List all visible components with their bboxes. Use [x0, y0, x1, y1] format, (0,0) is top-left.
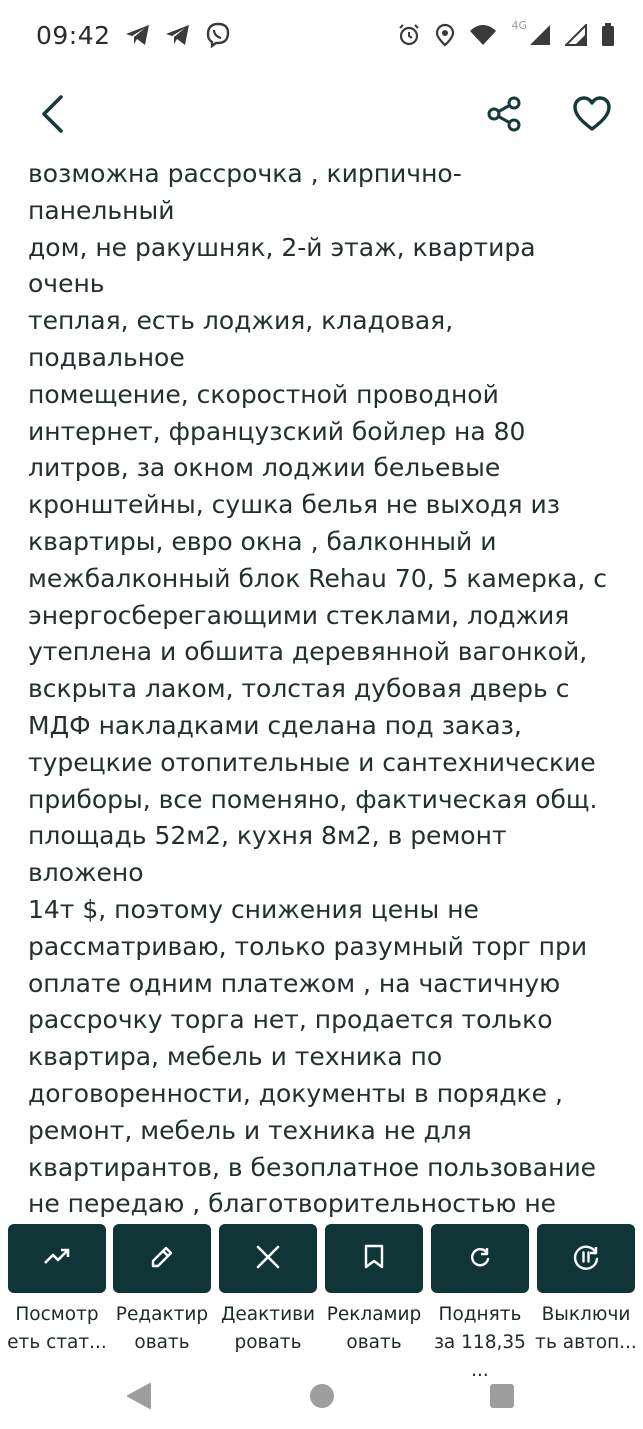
signal-icon [565, 24, 587, 46]
edit-action[interactable] [113, 1224, 211, 1357]
back-button[interactable] [28, 92, 76, 140]
action-bar [0, 1224, 643, 1381]
listing-description: возможна рассрочка , кирпично- панельный дом, не ракушняк, 2-й этаж, квартира очень теплая, есть лоджия, кладовая, подвальное помещение, скоростной проводной интернет, французский бойлер на 80 литров, за окном лоджии бельевые кронштейны, сушка белья не выходя из квартиры, евро окна , балконный и межбалконный блок Rehau 70, 5 камерка, с энергосберегающими стеклами, лоджия утеплена и обшита деревянной вагонкой, вскрыта лаком, толстая дубовая дверь с МДФ накладками сделана под заказ, турецкие отопительные и сантехнические приборы, все поменяно, фактическая общ. площадь 52м2, кухня 8м2, в ремонт вложено 14т $, поэтому снижения цены не рассматриваю, только разумный торг при оплате одним платежом , на частичную рассрочку торга нет, продается только квартира, мебель и техника по договоренности, документы в порядке , ремонт, мебель и техника не для квартирантов, в безоплатное пользование не передаю , благотворительностью не [28, 159, 607, 1219]
battery-icon [601, 23, 615, 47]
promote-label: Рекламир овать [326, 1304, 422, 1353]
signal-icon [529, 24, 551, 46]
deactivate-label: Деактиви ровать [220, 1304, 316, 1353]
bump-button[interactable] [431, 1224, 529, 1293]
status-right [397, 18, 615, 47]
share-icon [485, 95, 523, 137]
auto-renew-label: Выключи ть автоп... [535, 1304, 637, 1353]
system-navigation-bar [0, 1364, 643, 1429]
status-time: 09:42 [36, 20, 111, 50]
close-icon [255, 1244, 281, 1274]
favorite-button[interactable] [566, 92, 618, 140]
back-triangle-icon [126, 1382, 152, 1414]
status-left [36, 21, 231, 50]
promote-action[interactable] [325, 1224, 423, 1357]
chevron-left-icon [39, 94, 65, 138]
nav-home-button[interactable] [302, 1378, 342, 1418]
bump-label: Поднять за 118,35 ... [434, 1304, 526, 1381]
promote-button[interactable] [325, 1224, 423, 1293]
location-icon [435, 23, 455, 47]
trending-up-icon [43, 1247, 71, 1271]
auto-renew-off-icon [572, 1243, 600, 1275]
bump-action[interactable] [431, 1224, 529, 1385]
nav-recents-button[interactable] [482, 1378, 522, 1418]
edit-button[interactable] [113, 1224, 211, 1293]
auto-renew-button[interactable] [537, 1224, 635, 1293]
share-button[interactable] [478, 92, 530, 140]
view-stats-action[interactable] [8, 1224, 106, 1357]
wifi-icon [469, 24, 497, 46]
telegram-icon [125, 24, 151, 46]
description-scroll-area[interactable] [0, 156, 643, 1222]
home-circle-icon [308, 1382, 336, 1414]
recents-square-icon [488, 1382, 516, 1414]
bookmark-icon [363, 1244, 385, 1274]
auto-renew-action[interactable] [537, 1224, 635, 1357]
telegram-icon [165, 24, 191, 46]
heart-icon [572, 96, 612, 136]
network-type-label: 4G [511, 18, 527, 32]
pencil-icon [149, 1244, 175, 1274]
viber-icon [205, 22, 231, 48]
status-bar [0, 0, 643, 70]
nav-back-button[interactable] [119, 1378, 159, 1418]
edit-label: Редактир овать [115, 1304, 209, 1353]
alarm-icon [397, 23, 421, 47]
top-app-bar [0, 78, 643, 156]
view-stats-label: Посмотр еть стат... [7, 1304, 107, 1353]
deactivate-button[interactable] [219, 1224, 317, 1293]
refresh-icon [468, 1245, 492, 1273]
view-stats-button[interactable] [8, 1224, 106, 1293]
deactivate-action[interactable] [219, 1224, 317, 1357]
